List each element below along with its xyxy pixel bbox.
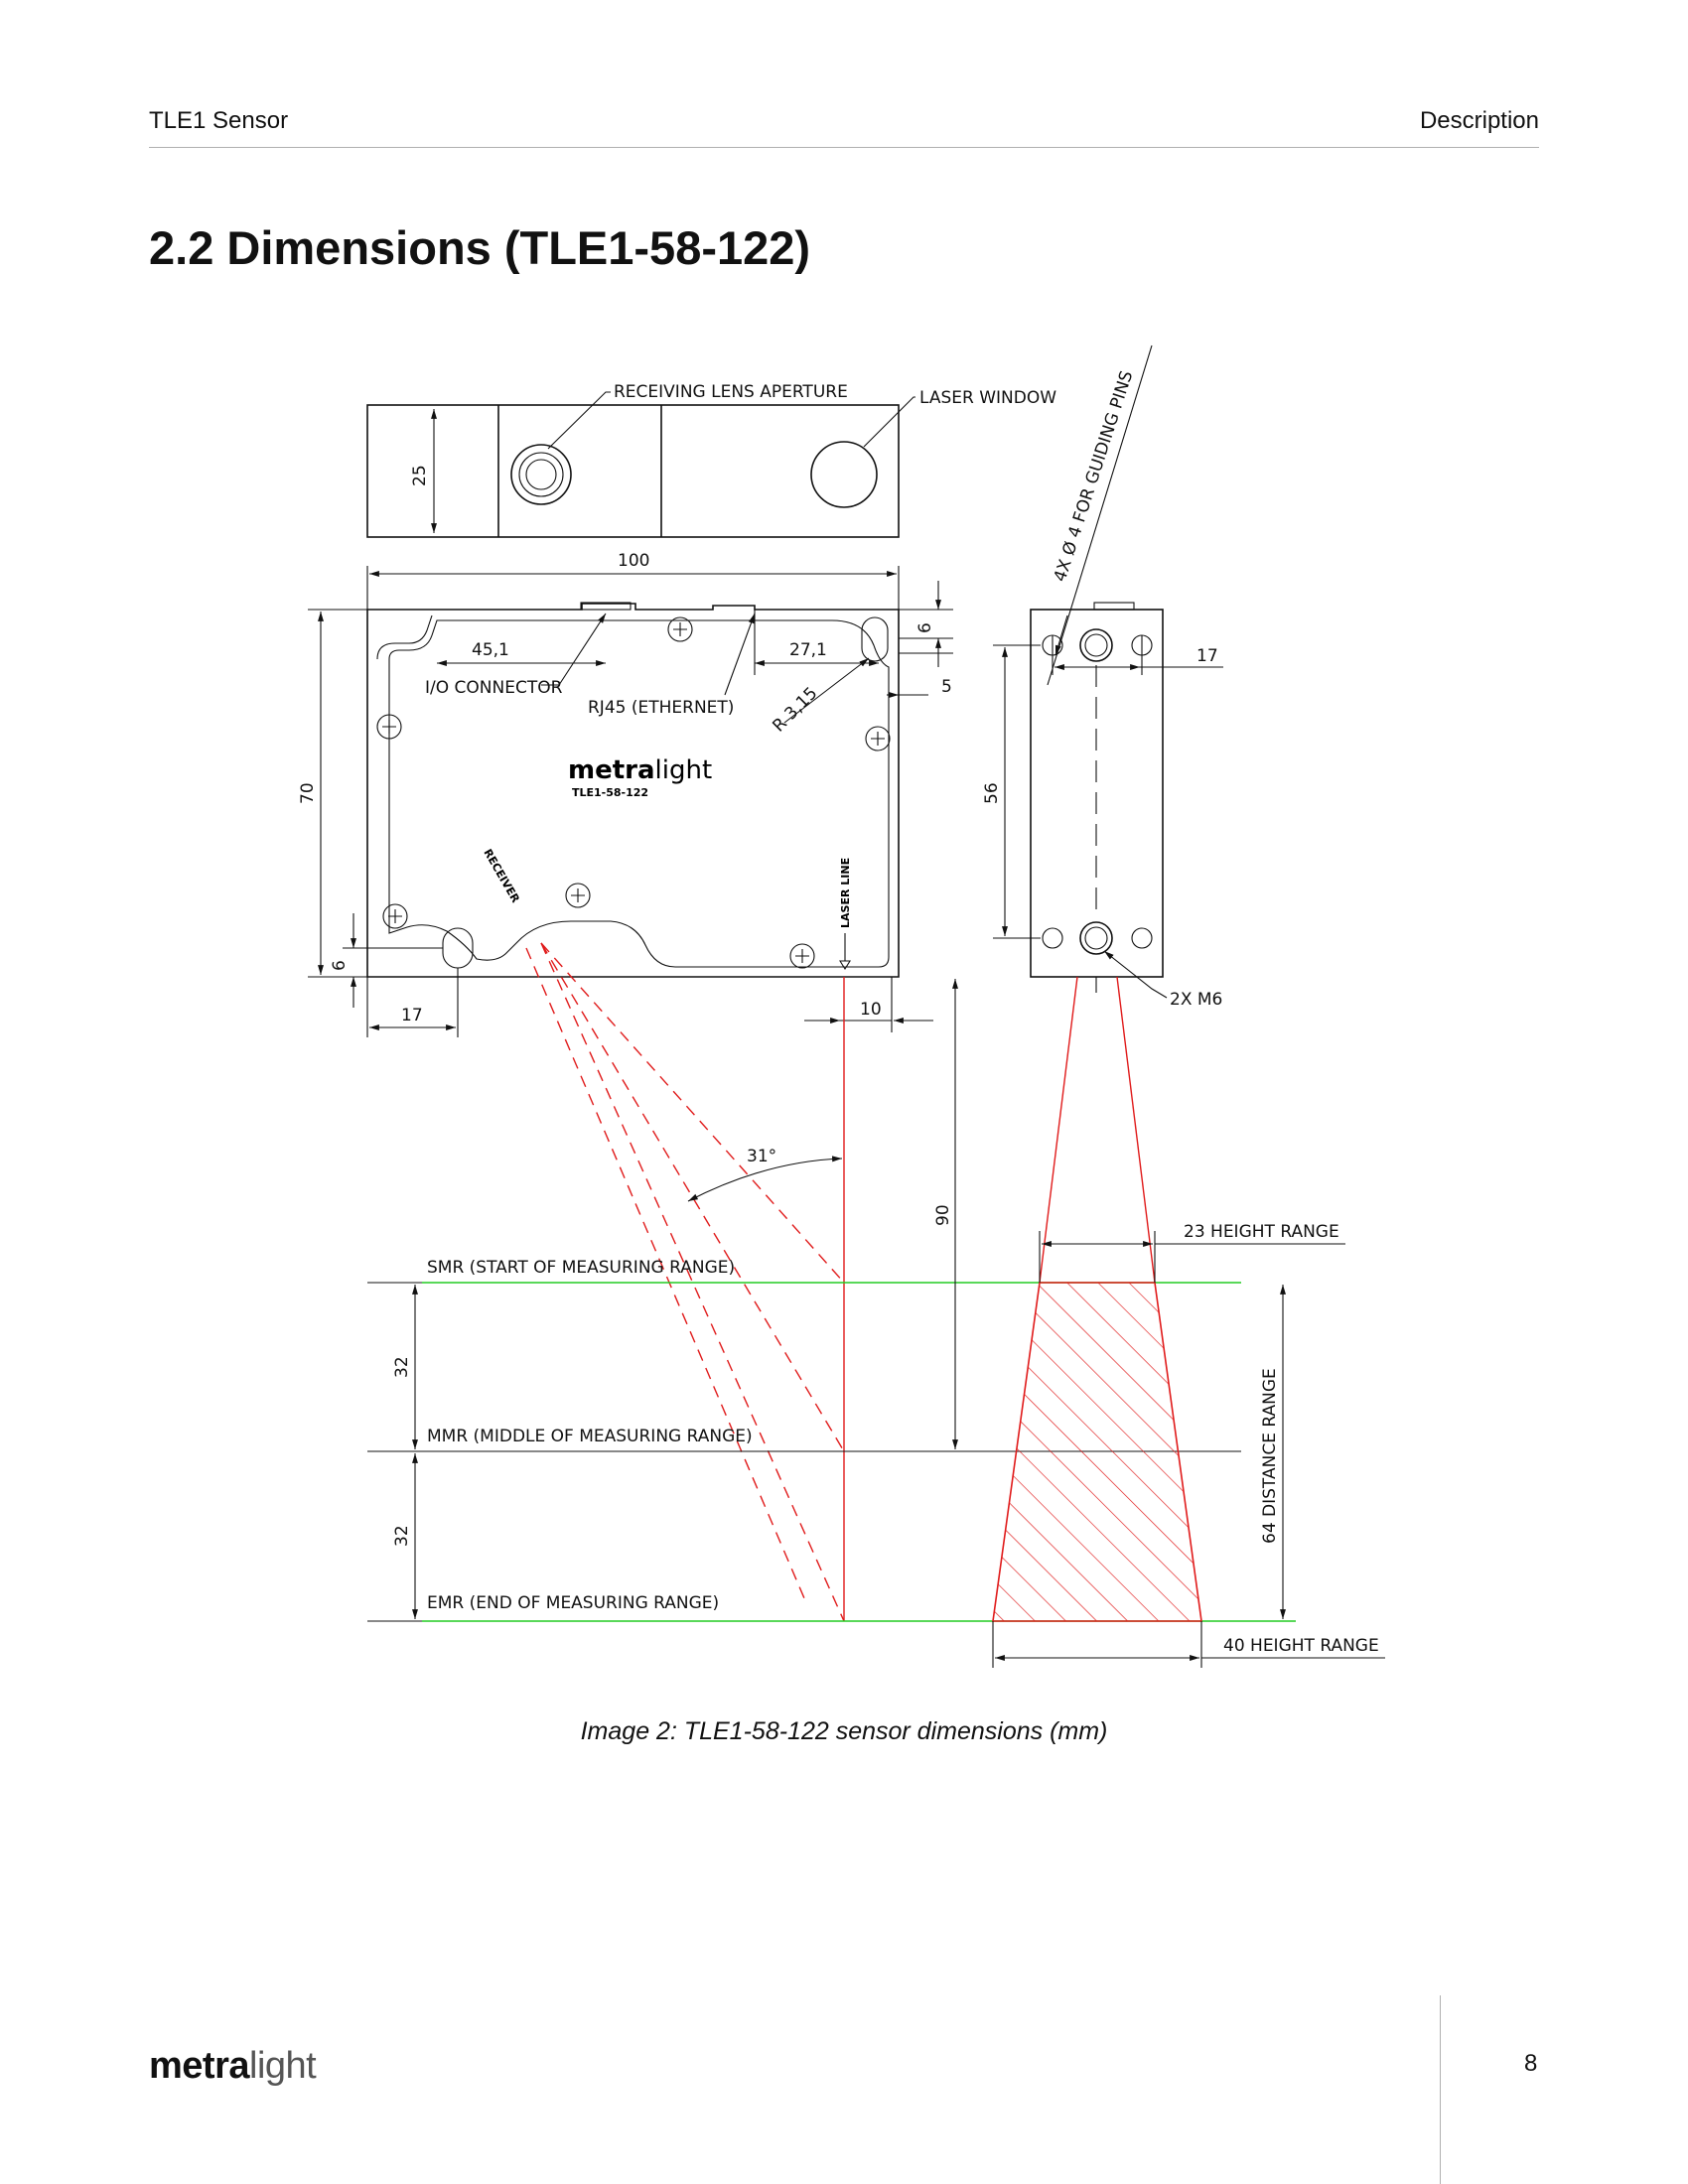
label-mmr: MMR (MIDDLE OF MEASURING RANGE) xyxy=(427,1427,753,1446)
footer-logo-light: light xyxy=(249,2045,317,2087)
label-rj45: RJ45 (ETHERNET) xyxy=(588,698,735,718)
screw-icon xyxy=(866,727,890,751)
label-io-connector: I/O CONNECTOR xyxy=(425,678,563,698)
dim-90: 90 xyxy=(933,1204,953,1226)
footer-logo-bold: metra xyxy=(149,2045,249,2087)
dim-32-b: 32 xyxy=(392,1525,412,1547)
dim-32-a: 32 xyxy=(392,1356,412,1378)
footer-divider xyxy=(1440,1995,1441,2184)
section-title: 2.2 Dimensions (TLE1-58-122) xyxy=(149,221,811,274)
label-radius: R 3,15 xyxy=(769,683,822,737)
dim-45-1: 45,1 xyxy=(472,640,509,660)
header-section: Description xyxy=(1419,107,1539,134)
label-angle: 31° xyxy=(747,1147,777,1166)
label-emr: EMR (END OF MEASURING RANGE) xyxy=(427,1593,720,1613)
device-logo: metralight xyxy=(568,755,713,785)
label-smr: SMR (START OF MEASURING RANGE) xyxy=(427,1258,736,1278)
side-view xyxy=(982,345,1223,1010)
dim-6-top: 6 xyxy=(915,622,935,633)
figure-caption: Image 2: TLE1-58-122 sensor dimensions (mm) xyxy=(580,1717,1108,1745)
screw-icon xyxy=(566,884,590,907)
footer-logo xyxy=(149,2045,316,2088)
dim-10: 10 xyxy=(860,1000,882,1020)
measuring-range xyxy=(367,943,1385,1668)
dim-56: 56 xyxy=(982,782,1002,804)
dim-height: 70 xyxy=(298,782,318,804)
dim-6-bottom: 6 xyxy=(330,960,350,971)
dim-top-height: 25 xyxy=(410,465,430,486)
dim-27-1: 27,1 xyxy=(789,640,827,660)
label-receiving-lens: RECEIVING LENS APERTURE xyxy=(614,382,848,402)
dim-width: 100 xyxy=(618,551,650,571)
label-guiding-pins: 4X Ø 4 FOR GUIDING PINS xyxy=(1050,368,1138,585)
label-distance-range: 64 DISTANCE RANGE xyxy=(1260,1368,1280,1544)
screw-icon xyxy=(668,617,692,641)
dim-17-side: 17 xyxy=(1196,646,1218,666)
screw-icon xyxy=(383,904,407,928)
label-height-range-top: 23 HEIGHT RANGE xyxy=(1184,1222,1339,1242)
header-doc-title: TLE1 Sensor xyxy=(149,107,289,134)
laser-window-icon xyxy=(811,442,877,507)
device-model: TLE1-58-122 xyxy=(572,786,649,799)
label-height-range-bottom: 40 HEIGHT RANGE xyxy=(1223,1636,1379,1656)
top-view xyxy=(367,382,1056,537)
label-laser-window: LASER WINDOW xyxy=(919,388,1057,408)
label-receiver: RECEIVER xyxy=(481,847,522,905)
label-laser-line: LASER LINE xyxy=(839,857,852,928)
dim-17-bottom: 17 xyxy=(401,1006,423,1025)
receiving-lens-icon xyxy=(511,445,571,504)
label-m6: 2X M6 xyxy=(1170,990,1223,1010)
front-view xyxy=(298,551,953,1037)
screw-icon xyxy=(790,944,814,968)
page-number: 8 xyxy=(1524,2050,1538,2077)
dim-5: 5 xyxy=(941,677,952,697)
